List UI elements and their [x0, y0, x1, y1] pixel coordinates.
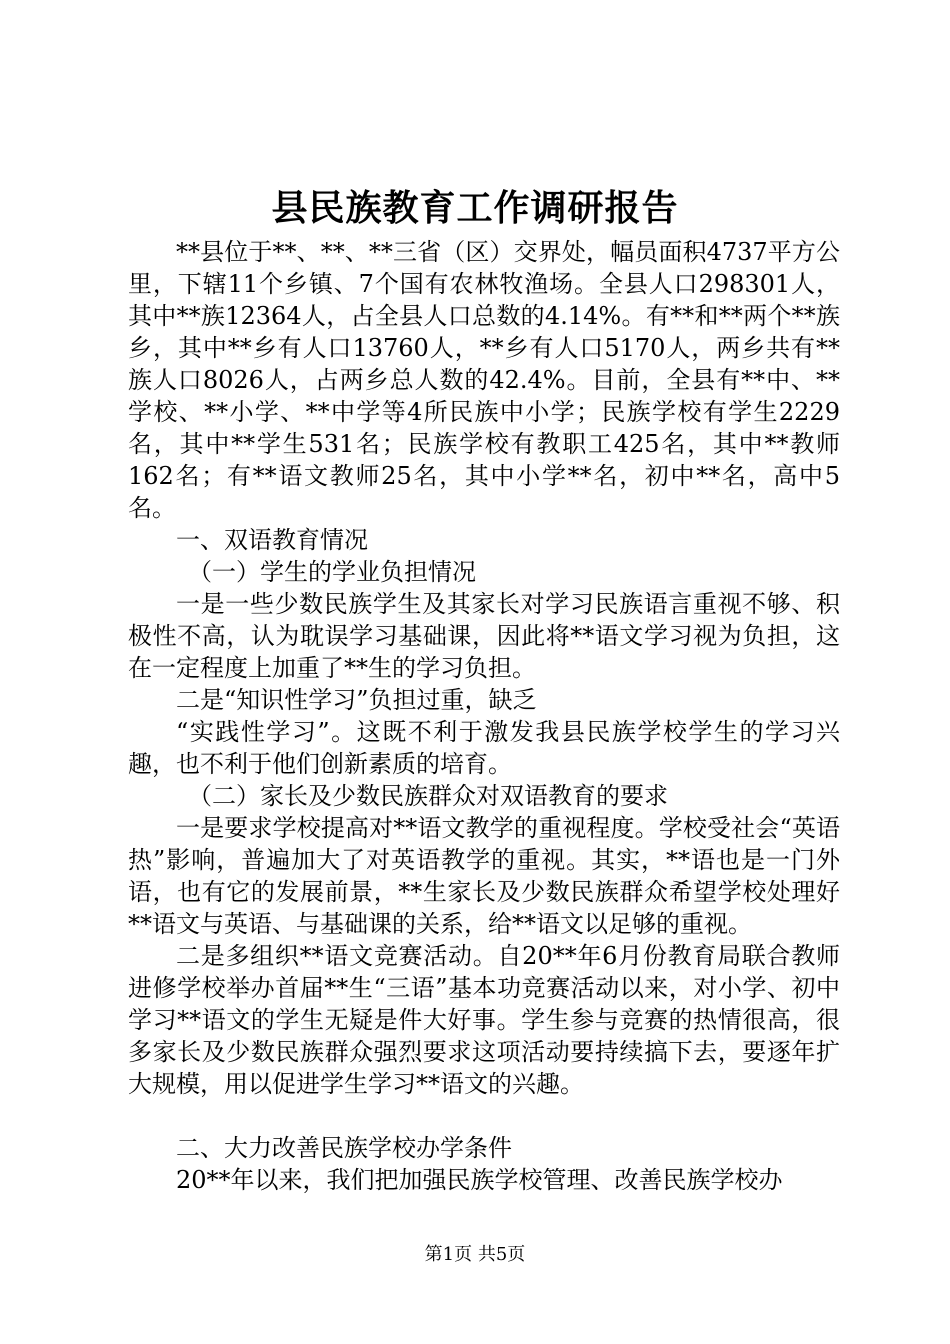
- section-heading-1: 一、双语教育情况: [176, 526, 368, 554]
- paragraph: 二是多组织**语文竞赛活动。自20**年6月份教育局联合教师进修学校举办首届**生“三语”基本功竞赛活动以来，对小学、初中学习**语文的学生无疑是件大好事。学生参与竞赛的热情很高，很多家长及少数民族群众强烈要求这项活动要持续搞下去，要逐年扩大规模，用以促进学生学习**语文的兴趣。: [128, 942, 840, 1098]
- paragraph-intro: **县位于**、**、**三省（区）交界处，幅员面积4737平方公里，下辖11个乡镇、7个国有农林牧渔场。全县人口298301人，其中**族12364人，占全县人口总数的4.14%。有**和**两个**族乡，其中**乡有人口13760人，**乡有人口5170人，两乡共有**族人口8026人，占两乡总人数的42.4%。目前，全县有**中、**学校、**小学、**中学等4所民族中小学；民族学校有学生2229名，其中**学生531名；民族学校有教职工425名，其中**教师162名；有**语文教师25名，其中小学**名，初中**名，高中5名。: [128, 238, 840, 522]
- blank-line: [128, 1100, 840, 1132]
- paragraph: “实践性学习”。这既不利于激发我县民族学校学生的学习兴趣，也不利于他们创新素质的培育。: [128, 718, 840, 778]
- document-body: [128, 236, 840, 1196]
- subsection-heading-1: （一）学生的学业负担情况: [188, 558, 476, 586]
- document-title: 县民族教育工作调研报告: [271, 187, 679, 229]
- paragraph: 20**年以来，我们把加强民族学校管理、改善民族学校办: [176, 1166, 783, 1194]
- paragraph: 一是一些少数民族学生及其家长对学习民族语言重视不够、积极性不高，认为耽误学习基础课，因此将**语文学习视为负担，这在一定程度上加重了**生的学习负担。: [128, 590, 840, 682]
- page-footer: 第1页 共5页: [424, 1244, 526, 1265]
- paragraph: 一是要求学校提高对**语文教学的重视程度。学校受社会“英语热”影响，普遍加大了对英语教学的重视。其实，**语也是一门外语，也有它的发展前景，**生家长及少数民族群众希望学校处理好**语文与英语、与基础课的关系，给**语文以足够的重视。: [128, 814, 840, 938]
- section-heading-2: 二、大力改善民族学校办学条件: [176, 1134, 512, 1162]
- subsection-heading-2: （二）家长及少数民族群众对双语教育的要求: [188, 782, 668, 810]
- paragraph: 二是“知识性学习”负担过重，缺乏: [176, 686, 537, 714]
